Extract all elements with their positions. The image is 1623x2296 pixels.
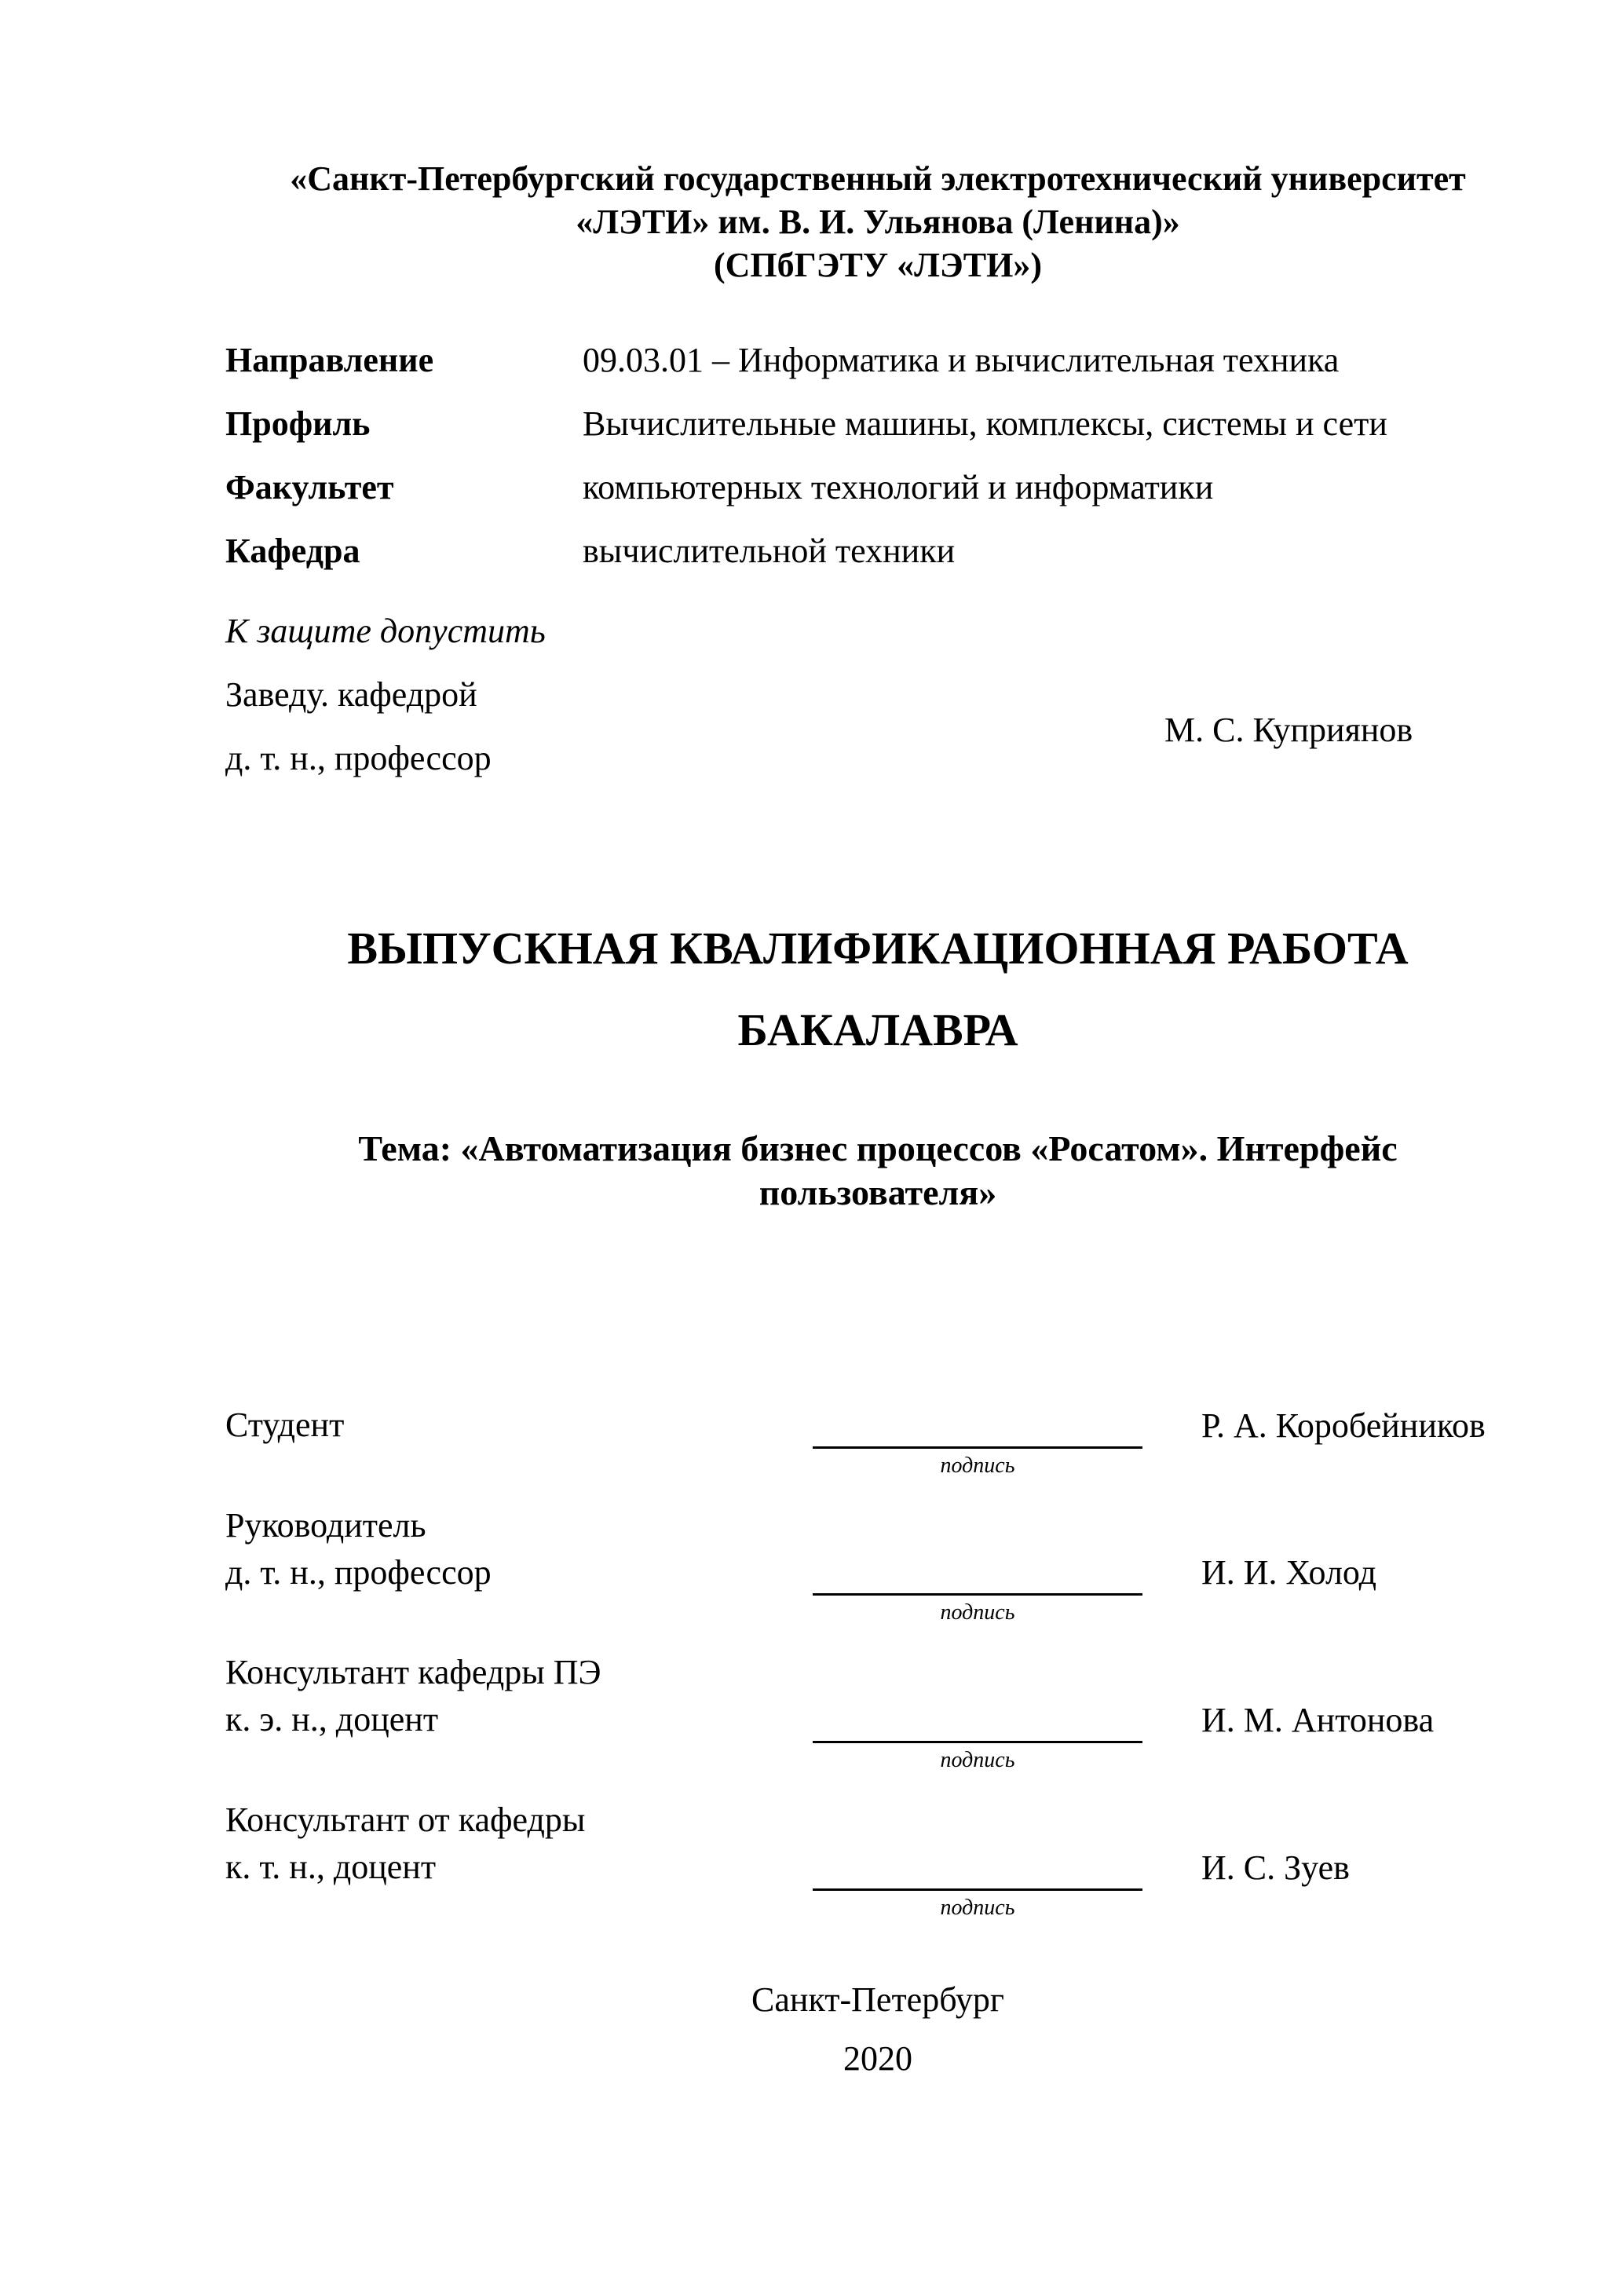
- work-title-line2: БАКАЛАВРА: [737, 1004, 1018, 1056]
- direction-value: 09.03.01 – Информатика и вычислительная техника: [583, 341, 1340, 379]
- consultant-dept-labels: [225, 1797, 813, 1922]
- department-label: Кафедра: [225, 532, 360, 570]
- faculty-label: Факультет: [225, 468, 394, 506]
- university-header: [225, 157, 1530, 287]
- signatures-section: [225, 1402, 1530, 1922]
- head-of-department-name: М. С. Куприянов: [1164, 711, 1413, 749]
- consultant-dept-signature-area: [813, 1888, 1142, 1922]
- faculty-value: компьютерных технологий и информатики: [583, 468, 1214, 506]
- signature-caption: подпись: [940, 1453, 1015, 1478]
- consultant-dept-name: И. С. Зуев: [1201, 1848, 1350, 1887]
- info-row-profile: [225, 404, 1530, 443]
- supervisor-signature-area: [813, 1593, 1142, 1627]
- supervisor-degree: д. т. н., профессор: [225, 1552, 492, 1592]
- university-name-line1: «Санкт-Петербургский государственный электротехнический университет: [290, 159, 1466, 198]
- supervisor-name: И. И. Холод: [1201, 1553, 1377, 1592]
- signature-caption: подпись: [940, 1748, 1015, 1773]
- consultant-pe-labels: [225, 1649, 813, 1775]
- student-role: Студент: [225, 1406, 345, 1444]
- signature-caption: подпись: [940, 1600, 1015, 1625]
- profile-value: Вычислительные машины, комплексы, системы и сети: [583, 404, 1387, 443]
- consultant-pe-role: Консультант кафедры ПЭ: [225, 1653, 601, 1692]
- consultant-dept-degree: к. т. н., доцент: [225, 1847, 437, 1886]
- footer-year: 2020: [843, 2038, 912, 2078]
- head-of-department-degree: д. т. н., профессор: [225, 739, 492, 777]
- signature-caption: подпись: [940, 1895, 1015, 1920]
- university-abbreviation: (СПбГЭТУ «ЛЭТИ»): [714, 246, 1042, 284]
- signature-row-student: [225, 1402, 1530, 1480]
- signature-row-supervisor: [225, 1502, 1530, 1628]
- theme-block: [225, 1127, 1530, 1215]
- profile-label: Профиль: [225, 404, 371, 443]
- supervisor-role: Руководитель: [225, 1505, 426, 1545]
- admission-block: [225, 614, 1530, 776]
- info-row-department: [225, 534, 1530, 569]
- department-value: вычислительной техники: [583, 532, 956, 570]
- footer: [225, 1971, 1530, 2089]
- student-signature-area: [813, 1446, 1142, 1480]
- footer-city: Санкт-Петербург: [751, 1980, 1004, 2019]
- consultant-pe-signature-area: [813, 1741, 1142, 1775]
- student-labels: [225, 1402, 813, 1480]
- info-row-direction: [225, 343, 1530, 378]
- work-title: [225, 908, 1530, 1072]
- consultant-dept-role: Консультант от кафедры: [225, 1801, 586, 1840]
- consultant-pe-name: И. М. Антонова: [1201, 1701, 1435, 1740]
- admission-statement: К защите допустить: [225, 612, 546, 650]
- info-row-faculty: [225, 470, 1530, 505]
- direction-label: Направление: [225, 341, 434, 379]
- student-name: Р. А. Коробейников: [1201, 1406, 1486, 1445]
- consultant-pe-degree: к. э. н., доцент: [225, 1700, 439, 1739]
- university-name-line2: «ЛЭТИ» им. В. И. Ульянова (Ленина)»: [576, 203, 1180, 241]
- work-title-line1: ВЫПУСКНАЯ КВАЛИФИКАЦИОННАЯ РАБОТА: [347, 923, 1409, 974]
- theme-text: Тема: «Автоматизация бизнес процессов «Росатом». Интерфейс пользователя»: [358, 1128, 1398, 1212]
- signature-row-consultant-pe: [225, 1649, 1530, 1775]
- head-of-department-label: Заведу. кафедрой: [225, 675, 477, 714]
- supervisor-labels: [225, 1502, 813, 1628]
- program-info: [225, 343, 1530, 569]
- signature-row-consultant-dept: [225, 1797, 1530, 1922]
